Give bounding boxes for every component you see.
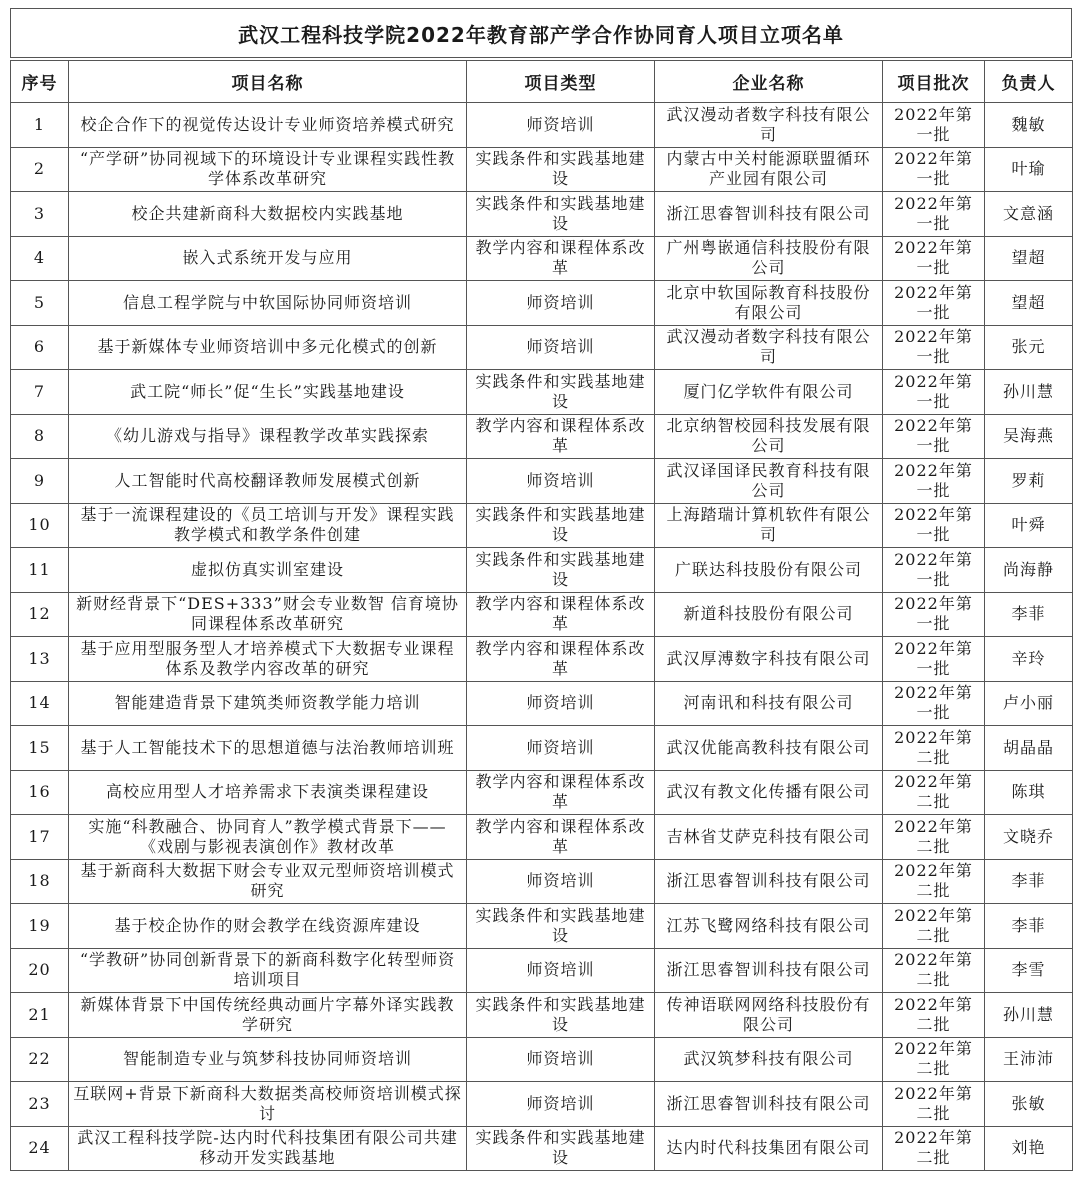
table-header-row bbox=[11, 61, 1073, 103]
cell-batch: 2022年第一批 bbox=[883, 147, 985, 192]
cell-leader: 李雪 bbox=[985, 948, 1073, 993]
cell-project-type: 教学内容和课程体系改革 bbox=[467, 414, 655, 459]
cell-leader: 王沛沛 bbox=[985, 1037, 1073, 1082]
table-row bbox=[11, 192, 1073, 237]
cell-project-type: 师资培训 bbox=[467, 1082, 655, 1127]
cell-company-name: 浙江思睿智训科技有限公司 bbox=[655, 1082, 883, 1127]
cell-company-name: 武汉译国译民教育科技有限公司 bbox=[655, 459, 883, 504]
cell-company-name: 达内时代科技集团有限公司 bbox=[655, 1126, 883, 1171]
cell-batch: 2022年第二批 bbox=[883, 1126, 985, 1171]
cell-index: 17 bbox=[11, 815, 69, 860]
cell-batch: 2022年第一批 bbox=[883, 681, 985, 726]
table-row bbox=[11, 1082, 1073, 1127]
cell-leader: 辛玲 bbox=[985, 637, 1073, 682]
cell-project-type: 教学内容和课程体系改革 bbox=[467, 815, 655, 860]
cell-index: 9 bbox=[11, 459, 69, 504]
cell-project-name: 基于新媒体专业师资培训中多元化模式的创新 bbox=[69, 325, 467, 370]
table-row bbox=[11, 1037, 1073, 1082]
cell-leader: 陈琪 bbox=[985, 770, 1073, 815]
cell-index: 8 bbox=[11, 414, 69, 459]
cell-index: 19 bbox=[11, 904, 69, 949]
cell-project-name: 校企共建新商科大数据校内实践基地 bbox=[69, 192, 467, 237]
table-row bbox=[11, 948, 1073, 993]
cell-index: 4 bbox=[11, 236, 69, 281]
cell-company-name: 武汉优能高教科技有限公司 bbox=[655, 726, 883, 771]
table-row bbox=[11, 904, 1073, 949]
table-row bbox=[11, 726, 1073, 771]
cell-project-type: 实践条件和实践基地建设 bbox=[467, 503, 655, 548]
cell-project-name: “学教研”协同创新背景下的新商科数字化转型师资培训项目 bbox=[69, 948, 467, 993]
cell-batch: 2022年第一批 bbox=[883, 103, 985, 148]
cell-company-name: 传神语联网网络科技股份有限公司 bbox=[655, 993, 883, 1038]
header-batch: 项目批次 bbox=[883, 61, 985, 103]
cell-project-name: 智能制造专业与筑梦科技协同师资培训 bbox=[69, 1037, 467, 1082]
cell-project-type: 教学内容和课程体系改革 bbox=[467, 236, 655, 281]
cell-batch: 2022年第一批 bbox=[883, 459, 985, 504]
cell-leader: 罗莉 bbox=[985, 459, 1073, 504]
cell-batch: 2022年第二批 bbox=[883, 993, 985, 1038]
table-row bbox=[11, 503, 1073, 548]
cell-index: 20 bbox=[11, 948, 69, 993]
cell-project-type: 实践条件和实践基地建设 bbox=[467, 192, 655, 237]
cell-company-name: 河南讯和科技有限公司 bbox=[655, 681, 883, 726]
cell-leader: 胡晶晶 bbox=[985, 726, 1073, 771]
cell-project-name: 虚拟仿真实训室建设 bbox=[69, 548, 467, 593]
table-row bbox=[11, 681, 1073, 726]
project-list-sheet bbox=[10, 8, 1072, 1171]
cell-batch: 2022年第一批 bbox=[883, 548, 985, 593]
cell-batch: 2022年第二批 bbox=[883, 1037, 985, 1082]
cell-project-name: 基于应用型服务型人才培养模式下大数据专业课程体系及教学内容改革的研究 bbox=[69, 637, 467, 682]
cell-project-name: 武工院“师长”促“生长”实践基地建设 bbox=[69, 370, 467, 415]
cell-index: 5 bbox=[11, 281, 69, 326]
cell-leader: 刘艳 bbox=[985, 1126, 1073, 1171]
cell-company-name: 厦门亿学软件有限公司 bbox=[655, 370, 883, 415]
cell-company-name: 吉林省艾萨克科技有限公司 bbox=[655, 815, 883, 860]
cell-index: 24 bbox=[11, 1126, 69, 1171]
cell-index: 3 bbox=[11, 192, 69, 237]
cell-index: 14 bbox=[11, 681, 69, 726]
cell-project-name: 基于新商科大数据下财会专业双元型师资培训模式研究 bbox=[69, 859, 467, 904]
cell-company-name: 浙江思睿智训科技有限公司 bbox=[655, 859, 883, 904]
cell-company-name: 新道科技股份有限公司 bbox=[655, 592, 883, 637]
cell-project-type: 实践条件和实践基地建设 bbox=[467, 1126, 655, 1171]
cell-index: 11 bbox=[11, 548, 69, 593]
cell-batch: 2022年第二批 bbox=[883, 948, 985, 993]
table-row bbox=[11, 281, 1073, 326]
cell-company-name: 武汉筑梦科技有限公司 bbox=[655, 1037, 883, 1082]
cell-index: 10 bbox=[11, 503, 69, 548]
cell-project-name: 基于校企协作的财会教学在线资源库建设 bbox=[69, 904, 467, 949]
cell-project-name: 嵌入式系统开发与应用 bbox=[69, 236, 467, 281]
cell-project-name: “产学研”协同视域下的环境设计专业课程实践性教学体系改革研究 bbox=[69, 147, 467, 192]
table-row bbox=[11, 859, 1073, 904]
project-table bbox=[10, 60, 1073, 1171]
table-row bbox=[11, 815, 1073, 860]
cell-leader: 望超 bbox=[985, 281, 1073, 326]
cell-leader: 张敏 bbox=[985, 1082, 1073, 1127]
cell-index: 15 bbox=[11, 726, 69, 771]
header-leader: 负责人 bbox=[985, 61, 1073, 103]
cell-project-name: 智能建造背景下建筑类师资教学能力培训 bbox=[69, 681, 467, 726]
cell-index: 1 bbox=[11, 103, 69, 148]
cell-batch: 2022年第二批 bbox=[883, 815, 985, 860]
cell-index: 6 bbox=[11, 325, 69, 370]
cell-leader: 张元 bbox=[985, 325, 1073, 370]
cell-index: 13 bbox=[11, 637, 69, 682]
cell-batch: 2022年第一批 bbox=[883, 325, 985, 370]
cell-project-type: 教学内容和课程体系改革 bbox=[467, 592, 655, 637]
cell-project-type: 实践条件和实践基地建设 bbox=[467, 147, 655, 192]
cell-index: 22 bbox=[11, 1037, 69, 1082]
cell-index: 21 bbox=[11, 993, 69, 1038]
cell-project-name: 新财经背景下“DES+333”财会专业数智 信育境协同课程体系改革研究 bbox=[69, 592, 467, 637]
cell-project-type: 实践条件和实践基地建设 bbox=[467, 904, 655, 949]
cell-batch: 2022年第二批 bbox=[883, 859, 985, 904]
cell-project-name: 人工智能时代高校翻译教师发展模式创新 bbox=[69, 459, 467, 504]
cell-leader: 李菲 bbox=[985, 904, 1073, 949]
cell-batch: 2022年第二批 bbox=[883, 770, 985, 815]
cell-batch: 2022年第一批 bbox=[883, 503, 985, 548]
cell-project-type: 教学内容和课程体系改革 bbox=[467, 770, 655, 815]
cell-leader: 叶舜 bbox=[985, 503, 1073, 548]
cell-batch: 2022年第一批 bbox=[883, 370, 985, 415]
document-title: 武汉工程科技学院2022年教育部产学合作协同育人项目立项名单 bbox=[10, 8, 1072, 58]
cell-project-type: 实践条件和实践基地建设 bbox=[467, 993, 655, 1038]
table-row bbox=[11, 592, 1073, 637]
table-row bbox=[11, 459, 1073, 504]
cell-batch: 2022年第二批 bbox=[883, 904, 985, 949]
cell-leader: 尚海静 bbox=[985, 548, 1073, 593]
cell-company-name: 武汉漫动者数字科技有限公司 bbox=[655, 103, 883, 148]
cell-project-type: 实践条件和实践基地建设 bbox=[467, 548, 655, 593]
cell-company-name: 广联达科技股份有限公司 bbox=[655, 548, 883, 593]
cell-company-name: 北京中软国际教育科技股份有限公司 bbox=[655, 281, 883, 326]
cell-company-name: 北京纳智校园科技发展有限公司 bbox=[655, 414, 883, 459]
cell-project-type: 师资培训 bbox=[467, 726, 655, 771]
cell-batch: 2022年第一批 bbox=[883, 414, 985, 459]
table-row bbox=[11, 147, 1073, 192]
cell-project-name: 新媒体背景下中国传统经典动画片字幕外译实践教学研究 bbox=[69, 993, 467, 1038]
cell-batch: 2022年第一批 bbox=[883, 236, 985, 281]
cell-leader: 叶瑜 bbox=[985, 147, 1073, 192]
cell-project-type: 师资培训 bbox=[467, 281, 655, 326]
cell-project-name: 校企合作下的视觉传达设计专业师资培养模式研究 bbox=[69, 103, 467, 148]
cell-company-name: 浙江思睿智训科技有限公司 bbox=[655, 948, 883, 993]
cell-company-name: 浙江思睿智训科技有限公司 bbox=[655, 192, 883, 237]
cell-batch: 2022年第一批 bbox=[883, 281, 985, 326]
cell-batch: 2022年第二批 bbox=[883, 726, 985, 771]
cell-project-name: 基于一流课程建设的《员工培训与开发》课程实践教学模式和教学条件创建 bbox=[69, 503, 467, 548]
cell-project-type: 师资培训 bbox=[467, 325, 655, 370]
cell-leader: 李菲 bbox=[985, 592, 1073, 637]
table-row bbox=[11, 770, 1073, 815]
table-row bbox=[11, 637, 1073, 682]
cell-company-name: 武汉厚溥数字科技有限公司 bbox=[655, 637, 883, 682]
cell-leader: 吴海燕 bbox=[985, 414, 1073, 459]
table-row bbox=[11, 236, 1073, 281]
cell-project-type: 师资培训 bbox=[467, 459, 655, 504]
cell-project-type: 师资培训 bbox=[467, 103, 655, 148]
cell-leader: 孙川慧 bbox=[985, 993, 1073, 1038]
table-row bbox=[11, 993, 1073, 1038]
table-row bbox=[11, 370, 1073, 415]
cell-project-name: 高校应用型人才培养需求下表演类课程建设 bbox=[69, 770, 467, 815]
cell-index: 16 bbox=[11, 770, 69, 815]
cell-project-name: 《幼儿游戏与指导》课程教学改革实践探索 bbox=[69, 414, 467, 459]
cell-company-name: 广州粤嵌通信科技股份有限公司 bbox=[655, 236, 883, 281]
cell-company-name: 江苏飞鹭网络科技有限公司 bbox=[655, 904, 883, 949]
header-project-name: 项目名称 bbox=[69, 61, 467, 103]
header-index: 序号 bbox=[11, 61, 69, 103]
cell-company-name: 武汉有教文化传播有限公司 bbox=[655, 770, 883, 815]
cell-batch: 2022年第一批 bbox=[883, 637, 985, 682]
cell-index: 7 bbox=[11, 370, 69, 415]
cell-leader: 孙川慧 bbox=[985, 370, 1073, 415]
cell-index: 12 bbox=[11, 592, 69, 637]
table-row bbox=[11, 548, 1073, 593]
header-project-type: 项目类型 bbox=[467, 61, 655, 103]
cell-batch: 2022年第一批 bbox=[883, 192, 985, 237]
cell-leader: 卢小丽 bbox=[985, 681, 1073, 726]
table-row bbox=[11, 414, 1073, 459]
cell-company-name: 内蒙古中关村能源联盟循环产业园有限公司 bbox=[655, 147, 883, 192]
table-row bbox=[11, 325, 1073, 370]
cell-project-name: 实施“科教融合、协同育人”教学模式背景下——《戏剧与影视表演创作》教材改革 bbox=[69, 815, 467, 860]
cell-leader: 魏敏 bbox=[985, 103, 1073, 148]
cell-leader: 文晓乔 bbox=[985, 815, 1073, 860]
cell-project-type: 师资培训 bbox=[467, 859, 655, 904]
cell-project-name: 武汉工程科技学院-达内时代科技集团有限公司共建移动开发实践基地 bbox=[69, 1126, 467, 1171]
table-row bbox=[11, 103, 1073, 148]
cell-leader: 望超 bbox=[985, 236, 1073, 281]
table-row bbox=[11, 1126, 1073, 1171]
cell-project-name: 信息工程学院与中软国际协同师资培训 bbox=[69, 281, 467, 326]
cell-project-type: 师资培训 bbox=[467, 1037, 655, 1082]
header-company-name: 企业名称 bbox=[655, 61, 883, 103]
cell-leader: 文意涵 bbox=[985, 192, 1073, 237]
cell-index: 2 bbox=[11, 147, 69, 192]
cell-batch: 2022年第一批 bbox=[883, 592, 985, 637]
cell-index: 23 bbox=[11, 1082, 69, 1127]
cell-project-type: 教学内容和课程体系改革 bbox=[467, 637, 655, 682]
cell-leader: 李菲 bbox=[985, 859, 1073, 904]
cell-batch: 2022年第二批 bbox=[883, 1082, 985, 1127]
cell-index: 18 bbox=[11, 859, 69, 904]
cell-project-name: 互联网+背景下新商科大数据类高校师资培训模式探讨 bbox=[69, 1082, 467, 1127]
cell-project-type: 师资培训 bbox=[467, 948, 655, 993]
cell-project-name: 基于人工智能技术下的思想道德与法治教师培训班 bbox=[69, 726, 467, 771]
cell-project-type: 实践条件和实践基地建设 bbox=[467, 370, 655, 415]
cell-company-name: 上海踏瑞计算机软件有限公司 bbox=[655, 503, 883, 548]
cell-project-type: 师资培训 bbox=[467, 681, 655, 726]
cell-company-name: 武汉漫动者数字科技有限公司 bbox=[655, 325, 883, 370]
